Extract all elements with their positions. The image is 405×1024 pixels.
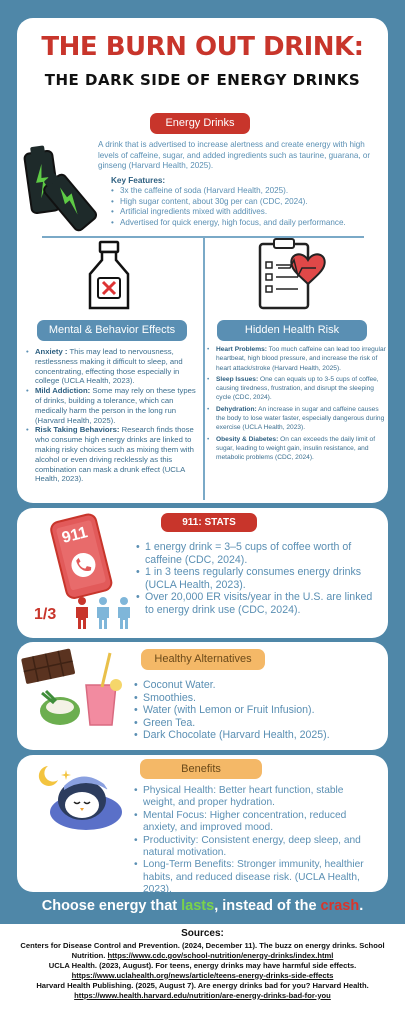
item-text: One can equals up to 3-5 cups of coffee, causing tiredness, frustration, and disrupt the sleeping cycle (CDC, 2024). (216, 375, 379, 402)
list-item: • Water (with Lemon or Fruit Infusion). (134, 704, 374, 717)
list-item (207, 345, 387, 373)
source-cdc: Centers for Disease Control and Prevention. (2024, December 11). The buzz on energy drinks. School Nutrition. (20, 941, 385, 960)
list-item: • 1 energy drink = 3–5 cups of coffee worth of caffeine (CDC, 2024). (136, 541, 376, 566)
tagline-part: . (359, 898, 364, 914)
tagline-lasts: lasts (181, 898, 215, 914)
divider (203, 238, 205, 500)
list-item (26, 386, 200, 425)
key-features-label: Key Features: (111, 176, 166, 185)
item-term: Obesity & Diabetes: (216, 435, 279, 443)
item-term: Risk Taking Behaviors: (35, 425, 120, 435)
benefits-list (134, 785, 376, 897)
list-item: • Advertised for quick energy, high focus, and daily performance. (111, 218, 386, 229)
list-item: • Green Tea. (134, 717, 374, 730)
sources-body (3, 941, 402, 1000)
item-text: Research finds those who consume high energy drinks are linked to making risky choices such as mixing them with alcohol or even driving recklessly as this combination can mask a drunk effect (UCLA Health, 2023). (35, 425, 194, 484)
list-item (26, 425, 200, 484)
stats-fraction: 1/3 (34, 606, 57, 623)
sources-title: Sources: (181, 928, 224, 939)
alternatives-header: Healthy Alternatives (141, 649, 265, 670)
sleeping-penguin-icon (34, 760, 130, 832)
energy-intro: A drink that is advertised to increase alertness and create energy with high levels of caffeine, sugar, and added ingredients such as taurine, guarana, or ginseng (Harvard Health, 2025). (98, 140, 371, 171)
tagline-part: Choose energy that (41, 898, 182, 914)
people-icon (72, 596, 136, 630)
hidden-health-list (207, 345, 387, 463)
hidden-health-header: Hidden Health Risk (217, 320, 367, 341)
item-text: Too much caffeine can lead too irregular heartbeat, high blood pressure, and increase the risk of heart attack/stroke (Harvard Health, 2025). (216, 346, 386, 372)
item-term: Mild Addiction: (35, 386, 91, 396)
source-ucla: UCLA Health. (2023, August). For teens, energy drinks may have harmful side effects. (48, 960, 357, 970)
list-item: • Coconut Water. (134, 679, 374, 692)
mental-behavior-list (26, 347, 200, 484)
list-item: • Mental Focus: Higher concentration, reduced anxiety, and improved mood. (134, 810, 376, 835)
list-item (207, 435, 387, 463)
tagline-part: , instead of the (214, 898, 321, 914)
tagline (0, 898, 405, 914)
page-title: THE BURN OUT DRINK: (41, 32, 364, 62)
list-item (207, 405, 387, 433)
stats-header: 911: STATS (161, 513, 257, 532)
benefits-header: Benefits (140, 759, 262, 779)
energy-drinks-header: Energy Drinks (150, 113, 250, 134)
item-term: Anxiety : (35, 347, 68, 356)
item-text: Some may rely on these types of drinks, building a tolerance, which can medically harm the person in the long run (Harvard Health, 2025). (35, 386, 196, 425)
list-item: • 3x the caffeine of soda (Harvard Health, 2025). (111, 186, 386, 197)
item-term: Dehydration: (216, 405, 257, 413)
mental-behavior-header: Mental & Behavior Effects (37, 320, 187, 341)
chocolate-smoothie-icon (20, 645, 124, 729)
item-term: Heart Problems: (216, 346, 267, 353)
source-cdc-link[interactable]: https://www.cdc.gov/school-nutrition/energy-drinks/index.html (107, 950, 334, 960)
list-item: • Over 20,000 ER visits/year in the U.S. are linked to energy drink use (CDC, 2024). (136, 591, 376, 616)
list-item: • Long-Term Benefits: Stronger immunity, healthier habits, and reduced disease risk. (UCLA Health, 2023). (134, 859, 376, 896)
list-item (26, 347, 200, 386)
alternatives-list (134, 679, 374, 742)
item-text: An increase in sugar and caffeine causes the body to lose water faster, especially dangerous during exercise (UCLA Health, 2023). (216, 405, 385, 432)
poison-bottle-icon (85, 240, 135, 312)
list-item: • 1 in 3 teens regularly consumes energy drinks (UCLA Health, 2023). (136, 566, 376, 591)
key-features-list (111, 186, 386, 229)
source-ucla-link[interactable]: https://www.uclahealth.org/news/article/teens-energy-drinks-side-effects (71, 970, 334, 980)
list-item: • Physical Health: Better heart function, stable weight, and proper hydration. (134, 785, 376, 810)
list-item: • Smoothies. (134, 692, 374, 705)
page-subtitle: THE DARK SIDE OF ENERGY DRINKS (44, 71, 361, 89)
list-item: • Productivity: Consistent energy, deep sleep, and natural motivation. (134, 835, 376, 860)
list-item (207, 375, 387, 403)
list-item: • Dark Chocolate (Harvard Health, 2025). (134, 729, 374, 742)
clipboard-heart-icon (256, 238, 332, 314)
source-harvard: Harvard Health Publishing. (2025, August 7). Are energy drinks bad for you? Harvard Health. (36, 980, 369, 990)
tagline-crash: crash (320, 898, 360, 914)
item-text: This may lead to nervousness, restlessness making it difficult to sleep, and concentrating, effecting those especially in college (UCLA Health, 2023). (35, 347, 183, 386)
item-text: On can exceeds the daily limit of sugar, leading to weight gain, insulin resistance, and metabolic problems (CDC, 2024). (216, 435, 376, 462)
battery-icon (22, 142, 96, 226)
list-item: • Artificial ingredients mixed with additives. (111, 207, 386, 218)
stats-list (136, 541, 376, 617)
phone-911-label: 911 (60, 524, 90, 547)
list-item: • High sugar content, about 30g per can (CDC, 2024). (111, 197, 386, 208)
item-term: Sleep Issues: (216, 375, 259, 383)
source-harvard-link[interactable]: https://www.health.harvard.edu/nutrition/are-energy-drinks-bad-for-you (74, 990, 331, 1000)
